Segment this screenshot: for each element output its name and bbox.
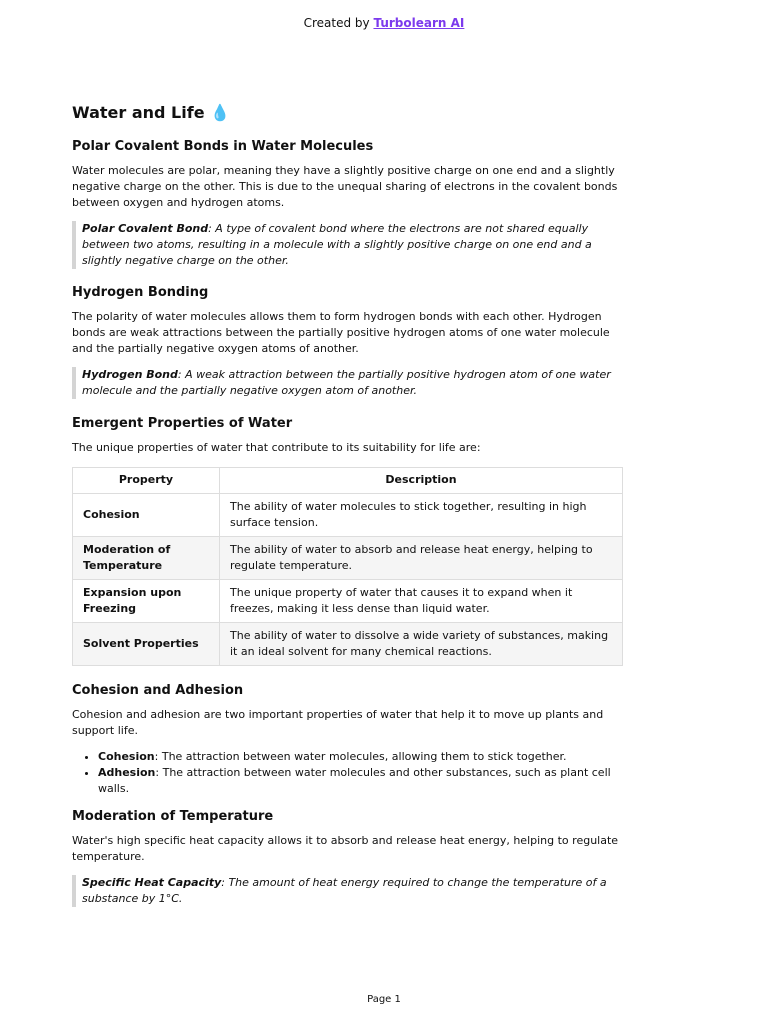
section-body-polar: Water molecules are polar, meaning they have a slightly positive charge on one end and a slightly negative charge on the other. This is due to the unequal sharing of electrons in the covalent bonds between oxygen and hydrogen atoms.: [72, 164, 618, 209]
turbolearn-link[interactable]: Turbolearn AI: [373, 16, 465, 30]
table-row: [73, 580, 623, 623]
properties-table: [72, 467, 623, 666]
table-cell-description: The ability of water to absorb and release heat energy, helping to regulate temperature.: [220, 537, 623, 580]
table-row: [73, 537, 623, 580]
section-heading-cohesion-adhesion: Cohesion and Adhesion: [72, 683, 244, 698]
table-cell-property: Moderation of Temperature: [73, 537, 220, 580]
table-cell-property: Solvent Properties: [73, 623, 220, 666]
section-heading-polar: Polar Covalent Bonds in Water Molecules: [72, 139, 374, 154]
table-header-row: [73, 468, 623, 494]
page-header: [0, 16, 768, 30]
section-heading-hydrogen-bonding: Hydrogen Bonding: [72, 285, 209, 300]
table-cell-description: The ability of water to dissolve a wide variety of substances, making it an ideal solvent for many chemical reactions.: [220, 623, 623, 666]
section-body-hydrogen-bonding: The polarity of water molecules allows them to form hydrogen bonds with each other. Hydrogen bonds are weak attractions between the partially positive hydrogen atoms of one water molecule and the partially negative oxygen atoms of another.: [72, 310, 610, 355]
definition-term: Specific Heat Capacity: [82, 876, 222, 889]
table-row: [73, 623, 623, 666]
column-header-property: Property: [73, 468, 220, 494]
section-body-cohesion-adhesion: Cohesion and adhesion are two important properties of water that help it to move up plants and support life.: [72, 708, 604, 737]
definition-text: : A weak attraction between the partially positive hydrogen atom of one water molecule and the partially negative oxygen atom of another.: [82, 368, 611, 397]
list-item-text: : The attraction between water molecules, allowing them to stick together.: [154, 750, 567, 763]
section-heading-moderation: Moderation of Temperature: [72, 809, 274, 824]
page-title: Water and Life 💧: [72, 103, 231, 122]
section-body-moderation: Water's high specific heat capacity allows it to absorb and release heat energy, helping to regulate temperature.: [72, 834, 619, 863]
list-item-term: Adhesion: [98, 766, 156, 779]
definition-term: Hydrogen Bond: [82, 368, 178, 381]
created-by-label: Created by: [303, 16, 370, 30]
definition-hydrogen-bond: [72, 367, 624, 399]
list-item-text: : The attraction between water molecules and other substances, such as plant cell walls.: [98, 766, 611, 795]
table-row: [73, 494, 623, 537]
definition-text: : A type of covalent bond where the electrons are not shared equally between two atoms, resulting in a molecule with a slightly positive charge on one end and a slightly negative charge on the other.: [82, 222, 592, 267]
list-item: [98, 765, 624, 797]
table-cell-description: The ability of water molecules to stick together, resulting in high surface tension.: [220, 494, 623, 537]
cohesion-adhesion-list: [72, 749, 624, 797]
table-cell-property: Cohesion: [73, 494, 220, 537]
definition-polar-covalent-bond: [72, 221, 624, 269]
section-heading-emergent-properties: Emergent Properties of Water: [72, 416, 293, 431]
document-content: [72, 100, 624, 907]
definition-specific-heat-capacity: [72, 875, 624, 907]
column-header-description: Description: [220, 468, 623, 494]
definition-term: Polar Covalent Bond: [82, 222, 209, 235]
page-number: Page 1: [367, 994, 401, 1005]
list-item-term: Cohesion: [98, 750, 155, 763]
table-cell-description: The unique property of water that causes it to expand when it freezes, making it less dense than liquid water.: [220, 580, 623, 623]
section-intro-emergent-properties: The unique properties of water that contribute to its suitability for life are:: [72, 441, 481, 454]
list-item: [98, 749, 624, 765]
definition-text: : The amount of heat energy required to change the temperature of a substance by 1°C.: [82, 876, 607, 905]
table-cell-property: Expansion upon Freezing: [73, 580, 220, 623]
